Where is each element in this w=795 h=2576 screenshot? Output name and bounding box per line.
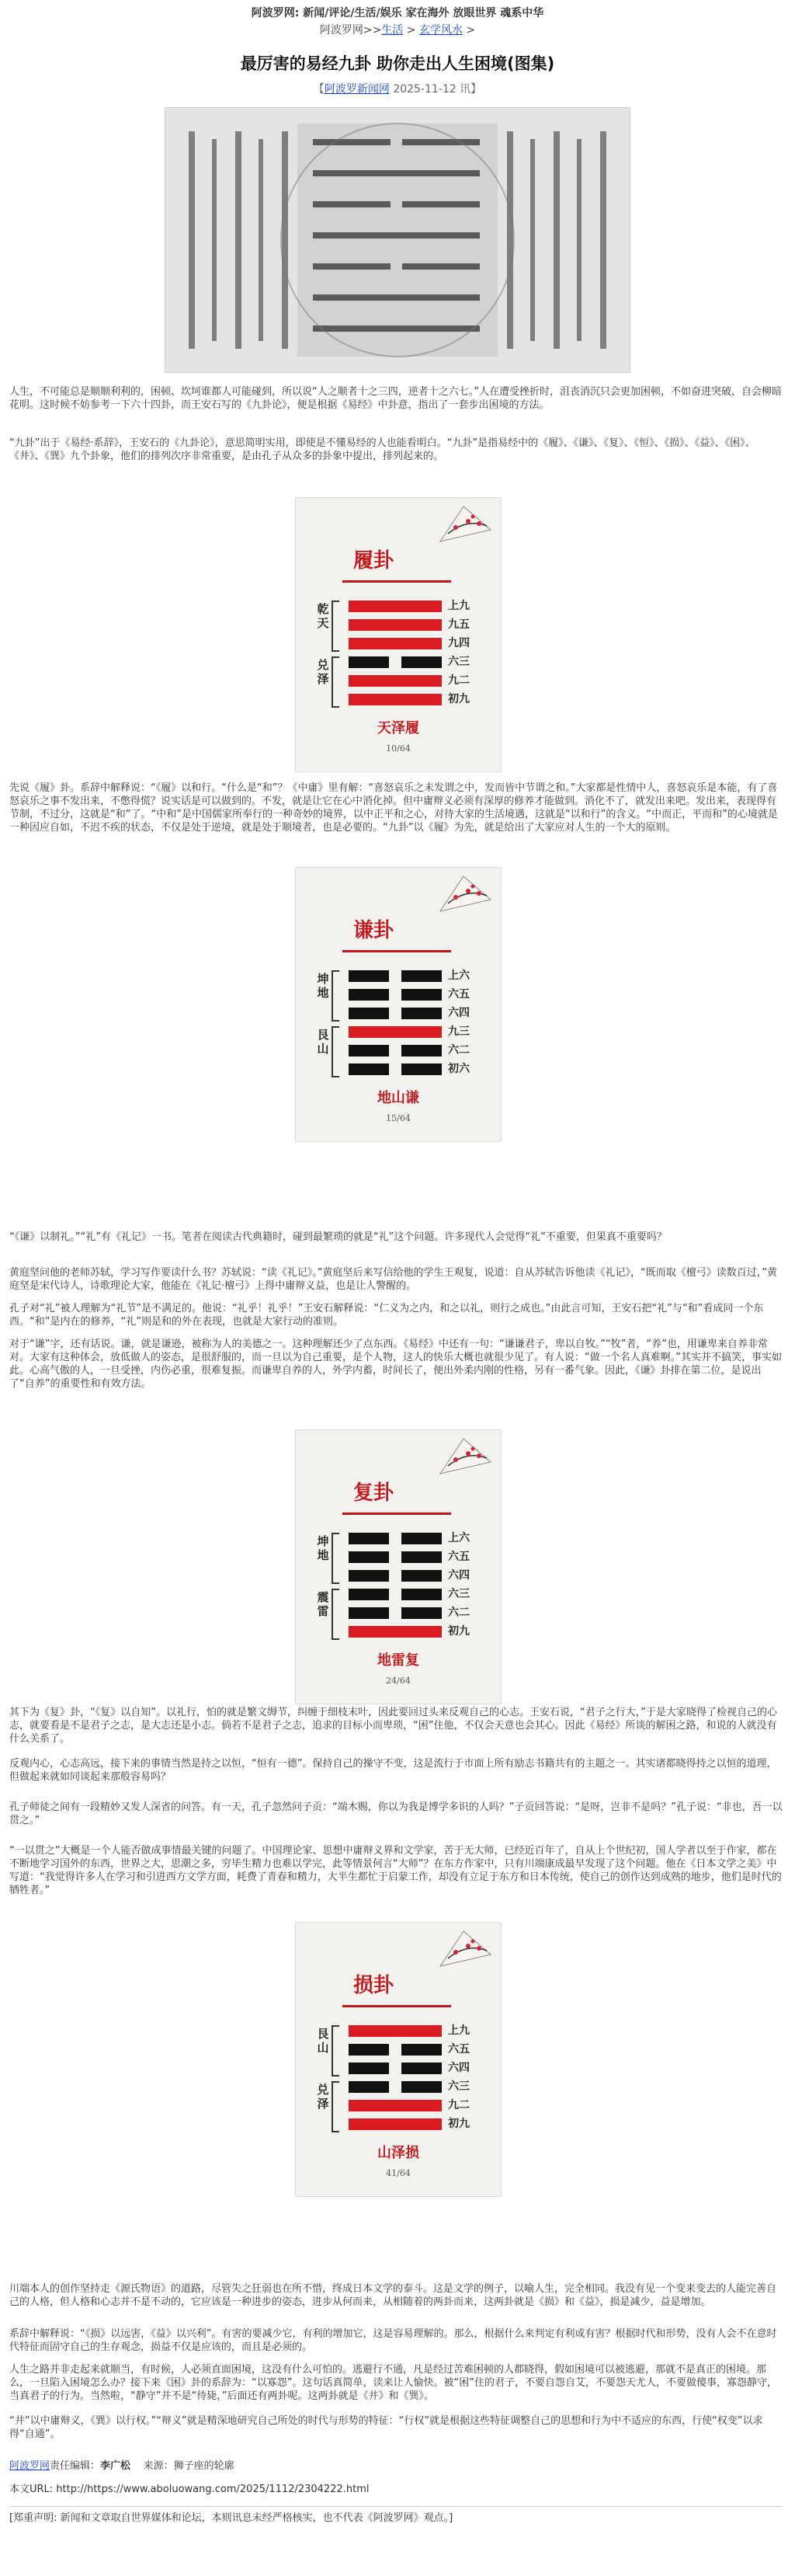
hexagram-line — [349, 619, 442, 631]
yin-line-bar — [349, 1045, 389, 1057]
breadcrumb-separator: > — [466, 24, 476, 37]
lower-trigram: 艮山 — [317, 1028, 329, 1056]
hexagram-index: 24/64 — [386, 1676, 411, 1686]
yin-line-bar — [401, 1551, 442, 1563]
line-label: 九二 — [448, 2099, 470, 2111]
paragraph: “九卦”出于《易经·系辞》，王安石的《九卦论》，意思简明实用，即使是不懂易经的人也能看明白。“九卦”是指易经中的《履》、《谦》、《复》、《恒》、《损》、《益》、《困》、《井》、《巽》九个卦象，他们的排列次序非常重要，是由孔子从众多的卦象中提出，排列起来的。 — [9, 437, 755, 462]
article-url[interactable]: http://https://www.aboluowang.com/2025/1112/2304222.html — [56, 2484, 370, 2495]
breadcrumb-separator: > — [406, 24, 416, 37]
trigram-bracket — [332, 1026, 339, 1077]
line-label: 六四 — [448, 2062, 470, 2074]
paragraph: 人生，不可能总是顺顺利利的，困顿、坎坷谁都人可能碰到，所以说“人之顺者十之三四，逆者十之六七。”人在遭受挫折时，沮丧消沉只会更加困顿，不如奋进突破，自会柳暗花明。这时候不妨参考一下六十四卦，而王安石写的《九卦论》，便是根据《易经》中卦意，指出了一套步出困境的方法。 — [9, 386, 782, 411]
yang-line-bar — [349, 2100, 442, 2111]
yin-line-bar — [401, 656, 442, 668]
hexagram-index: 41/64 — [386, 2168, 411, 2178]
hexagram-name: 损卦 — [352, 1974, 394, 1997]
yang-line-bar — [349, 694, 442, 705]
paragraph: 对于“谦”字，还有话说。谦，就是谦逊，被称为人的美德之一。这种理解还少了点东西。《易经》中还有一句：“谦谦君子，卑以自牧。”“牧”者，“养”也，用谦卑来自养非常对。大家有这种体会，放低做人的姿态，是很舒服的，而一旦以为自己重要，是个人物，这人的快乐大概也就很少见了。有人说：“做一个名人真难啊。”其实并不搞笑，事实如此。心高气傲的人，一旦受挫，内伤必重，很难复振。而谦卑自养的人，外学内蓄，时间长了，便出外柔内刚的性格，另有一番气象。因此，《谦》卦排在第二位，是说出了“自养”的重要性和有效方法。 — [9, 1338, 782, 1390]
source-label: 来源： — [143, 2460, 174, 2472]
trigram-bracket — [332, 2081, 339, 2132]
line-label: 六四 — [448, 1007, 470, 1019]
trigram-bracket — [332, 970, 339, 1022]
hexagram-line — [349, 1589, 442, 1600]
yin-line-bar — [349, 656, 389, 668]
hexagram-line — [349, 1063, 442, 1075]
yang-line-bar — [349, 675, 442, 687]
paragraph: 川端本人的创作坚持走《源氏物语》的道路，尽管失之狂弱也在所不惜，终成日本文学的泰斗。这是文学的例子，以喻人生，完全相同。我没有见一个变来变去的人能完善自己的人格，但人格和心志并不是不动的，它应该是一种进步的姿态，进步从何而来，从相随着的两卦而来，这两卦就是《损》和《益》，损是减少，益是增加。 — [9, 2283, 777, 2308]
hexagram-line — [349, 694, 442, 705]
line-label: 初九 — [448, 2118, 470, 2130]
hexagram-card — [295, 867, 502, 1142]
title-rule — [342, 580, 451, 583]
hexagram-full-name: 天泽履 — [377, 720, 419, 736]
trigram-bracket — [332, 1533, 339, 1584]
hexagram-line — [349, 2118, 442, 2130]
line-label: 六二 — [448, 1044, 470, 1057]
lead-image-yijing-scroll — [165, 107, 630, 373]
hexagram-line — [349, 1551, 442, 1563]
yin-line-bar — [401, 1607, 442, 1619]
trigram-bracket — [332, 600, 339, 652]
fan-decoration-icon — [432, 1927, 495, 1974]
hexagram-line — [349, 1533, 442, 1544]
yin-line-bar — [349, 1063, 389, 1075]
url-label: 本文URL: — [9, 2484, 57, 2495]
paragraph: 孔子对“礼”被人理解为“礼节”是不满足的。他说：“礼乎！礼乎！”王安石解释说：“仁义为之内，和之以礼，则行之成也。”由此言可知，王安石把“礼”与“和”看成同一个东西。“和”是内在的修养，“礼”则是和的外在表现，也就是大家行动的准则。 — [9, 1303, 764, 1328]
hexagram-full-name: 山泽损 — [377, 2145, 419, 2161]
line-label: 上九 — [448, 600, 470, 612]
yin-line-bar — [401, 1008, 442, 1019]
editor-name: 李广松 — [100, 2460, 131, 2472]
source-link[interactable]: 阿波罗新闻网 — [324, 83, 390, 96]
yin-line-bar — [401, 1589, 442, 1600]
yin-line-bar — [349, 2044, 389, 2056]
hexagram-line — [349, 1570, 442, 1582]
paragraph: 反观内心，心志高远，接下来的事情当然是持之以恒，“恒有一德”。保持自己的操守不变，这是流行于市面上所有励志书籍共有的主题之一。其实诸都晓得持之以恒的道理，但做起来就如同谈起来那般容易吗？ — [9, 1758, 777, 1783]
hexagram-line — [349, 1607, 442, 1619]
yang-line-bar — [349, 2025, 442, 2037]
upper-trigram: 坤地 — [317, 1534, 329, 1562]
line-label: 上六 — [448, 969, 470, 982]
editor-label: 责任编辑： — [50, 2460, 101, 2472]
yang-line-bar — [349, 638, 442, 649]
hexagram-line — [349, 656, 442, 668]
title-rule — [342, 1513, 451, 1515]
yin-line-bar — [401, 970, 442, 982]
hexagram-card — [295, 1922, 502, 2197]
hexagram-full-name: 地雷复 — [377, 1652, 419, 1669]
hexagram-line — [349, 2025, 442, 2037]
article-date: 2025-11-12 — [393, 83, 457, 96]
paragraph: “《谦》以制礼。”“礼”有《礼记》一书。笔者在阅读古代典籍时，碰到最繁琐的就是“礼”这个问题。许多现代人会觉得“礼”不重要，但果真不重要吗？ — [9, 1231, 667, 1243]
hexagram-line — [349, 638, 442, 649]
fan-decoration-icon — [432, 872, 495, 919]
yin-line-bar — [349, 2081, 389, 2093]
yin-line-bar — [401, 2063, 442, 2074]
upper-trigram: 乾天 — [317, 602, 329, 630]
editor-line — [9, 2459, 783, 2473]
disclaimer: [郑重声明: 新闻和文章取自世界媒体和论坛，本则讯息未经严格核实，也不代表《阿波罗网》观点。] — [9, 2506, 783, 2527]
line-label: 六五 — [448, 2043, 470, 2056]
hexagram-index: 15/64 — [386, 1113, 411, 1123]
hexagram-line — [349, 2081, 442, 2093]
hexagram-card — [295, 1429, 502, 1704]
yin-line-bar — [349, 1008, 389, 1019]
paragraph: 系辞中解释说：“《损》以远害，《益》以兴利”。有害的要减少它，有利的增加它，这是容易理解的。那么，根据什么来判定有利或有害？根据时代和形势，没有人会不在意时代特征而固守自己的生存观念，损益不仅是应该的，而且是必须的。 — [9, 2328, 777, 2353]
yin-line-bar — [401, 989, 442, 1001]
yin-line-bar — [349, 1570, 389, 1582]
line-label: 六五 — [448, 1551, 470, 1563]
hexagram-full-name: 地山谦 — [377, 1090, 419, 1106]
hexagram-line — [349, 2044, 442, 2056]
line-label: 六三 — [448, 656, 470, 668]
upper-trigram: 坤地 — [317, 972, 329, 1000]
yin-line-bar — [349, 989, 389, 1001]
lower-trigram: 兑泽 — [317, 658, 329, 686]
hexagram-index: 10/64 — [386, 743, 411, 754]
paragraph: “井”以中庸辩义，《巽》以行权。”“辩义”就是精深地研究自己所处的时代与形势的特征：“行权”就是根据这些特征调整自己的思想和行为中不适应的东西，行使“权变”以求得“自通”。 — [9, 2415, 763, 2440]
line-label: 初九 — [448, 693, 470, 705]
editor-site-link[interactable]: 阿波罗网 — [9, 2460, 50, 2472]
yang-line-bar — [349, 619, 442, 631]
hexagram-line — [349, 1026, 442, 1038]
lower-trigram: 震雷 — [317, 1590, 329, 1618]
trigram-bracket — [332, 1589, 339, 1640]
url-line — [9, 2483, 783, 2497]
line-label: 上六 — [448, 1532, 470, 1544]
yang-line-bar — [349, 600, 442, 612]
breadcrumb-fengshui-link[interactable]: 玄学风水 — [418, 24, 463, 37]
paragraph: 其下为《复》卦，“《复》以自知”。以礼行，怕的就是繁文缛节，纠缠于细枝末叶，因此要回过头来反观自己的心志。王安石说，“君子之行大，”于是大家晓得了检视自己的心志，就要看是不是君子之志，是大志还是小志。倘若不是君子之志，追求的目标小而卑琐，“困”住他，不仅会天意也会其心。因此《易经》所谈的解困之路，和说的人就没有什么关系了。 — [9, 1707, 777, 1745]
trigram-bracket — [332, 2025, 339, 2076]
hexagram-line — [349, 675, 442, 687]
yin-line-bar — [349, 1607, 389, 1619]
yin-line-bar — [401, 2044, 442, 2056]
hexagram-name: 履卦 — [352, 549, 394, 573]
line-label: 九三 — [448, 1025, 470, 1038]
yin-line-bar — [349, 970, 389, 982]
fan-decoration-icon — [432, 1435, 495, 1481]
line-label: 六五 — [448, 988, 470, 1001]
meta-open: 【 — [313, 83, 325, 96]
yang-line-bar — [349, 1626, 442, 1638]
line-label: 九二 — [448, 674, 470, 687]
site-title: 阿波罗网: 新闻/评论/生活/娱乐 家在海外 放眼世界 魂系中华 — [251, 7, 544, 19]
article-title: 最厉害的易经九卦 助你走出人生困境(图集) — [240, 54, 555, 73]
hexagram-line — [349, 989, 442, 1001]
yin-line-bar — [401, 1063, 442, 1075]
hexagram-line — [349, 600, 442, 612]
paragraph: “一以贯之”大概是一个人能否做成事情最关键的问题了。中国理论家、思想中庸辩义界和文学家，苦于无大师，已经近百年了，自从上个世纪初，国人学者以至于作家，都在不断地学习国外的东西，世界之大，思潮之多，穷毕生精力也难以学完，此等情景何言“大师”？在东方作家中，只有川端康成最早发现了这个问题。他在《日本文学之美》中写道：“我觉得许多人在学习和引进西方文学方面，耗费了青春和精力，大半生都忙于启蒙工作，却没有立足于东方和日本传统，使自己的创作达到成熟的地步，他们是时代的牺牲者。” — [9, 1845, 782, 1896]
paragraph: 孔子师徒之间有一段精妙又发人深省的问答。有一天，孔子忽然问子贡：“端木赐，你以为我是博学多识的人吗？”子贡回答说：“是呀，岂非不是吗？”孔子说：“非也，吾一以贯之。” — [9, 1801, 783, 1826]
breadcrumb-life-link[interactable]: 生活 — [381, 24, 404, 37]
yin-line-bar — [401, 1533, 442, 1544]
yang-line-bar — [349, 1026, 442, 1038]
line-label: 初九 — [448, 1625, 470, 1638]
breadcrumb-separator: >> — [363, 24, 382, 37]
yin-line-bar — [349, 2063, 389, 2074]
line-label: 九五 — [448, 618, 470, 631]
hexagram-line — [349, 1008, 442, 1019]
upper-trigram: 艮山 — [317, 2027, 329, 2055]
yin-line-bar — [401, 1570, 442, 1582]
yin-line-bar — [349, 1589, 389, 1600]
hexagram-line — [349, 2063, 442, 2074]
hexagram-line — [349, 2100, 442, 2111]
title-rule — [342, 2005, 451, 2007]
paragraph: 人生之路并非走起来就顺当，有时候，人必须直面困境，这没有什么可怕的。逃避行不通，凡是经过苦难困顿的人都晓得，假如困境可以被逃避，那就不是真正的困境。那么，一旦陷入困境怎么办？接下来《困》卦的系辞为：“以寡怨”。这句话真简单，读来让人愉快。被“困”住的君子，不要自怨自艾，不要怨天尤人，不要做傻事，寡怨静守，当真君子的行为。当然啦，“静守”并不是“待毙，”后面还有两卦呢。这两卦就是《井》和《巽》。 — [9, 2364, 777, 2402]
title-rule — [342, 950, 451, 952]
article-meta — [0, 81, 795, 96]
paragraph: 黄庭坚问他的老师苏轼，学习写作要读什么书？苏轼说：“读《礼记》。”黄庭坚后来写信给他的学生王观复，说道：自从苏轼告诉他读《礼记》，“既而取《檀弓》读数百过，”黄庭坚是宋代诗人，诗歌理论大家，他能在《礼记·檀弓》上得中庸辩义益，也是让人警醒的。 — [9, 1267, 777, 1292]
line-label: 六二 — [448, 1607, 470, 1619]
lower-trigram: 兑泽 — [317, 2083, 329, 2111]
meta-close: 讯】 — [460, 83, 482, 96]
line-label: 六三 — [448, 1588, 470, 1600]
hexagram-line — [349, 1626, 442, 1638]
line-label: 六四 — [448, 1569, 470, 1582]
hexagram-name: 谦卦 — [352, 919, 394, 942]
hexagram-card — [295, 497, 502, 772]
yang-line-bar — [349, 2118, 442, 2130]
yin-line-bar — [401, 1045, 442, 1057]
hexagram-line — [349, 970, 442, 982]
hexagram-name: 复卦 — [352, 1481, 394, 1505]
line-label: 初六 — [448, 1063, 470, 1075]
fan-decoration-icon — [432, 503, 495, 549]
line-label: 九四 — [448, 637, 470, 649]
paragraph: 先说《履》卦。系辞中解释说：“《履》以和行。“什么是“和”？《中庸》里有解：“喜怒哀乐之未发谓之中，发而皆中节谓之和。”大家都是性情中人，喜怒哀乐是本能，有了喜怒哀乐之事不发出来，不憋得慌？说实话是可以做到的。不发，就是让它在心中消化掉。但中庸辩义必须有深厚的修养才能做到。消化不了，就发出来吧。发出来，表现得有节制，不过分，这就是“和”了。“中和”是中国儒家所奉行的一种奇妙的境界，以中正平和之心，对待大家的生活境遇，这就是“以和行”的含义。“中而正，平而和”的心境就是一种因应自如，不迟不疾的状态，不仅是处于逆境，就是处于顺境者，也是必要的。“九卦”以《履》为先，就是给出了大家应对人生的一个大的原则。 — [9, 782, 778, 834]
breadcrumb — [0, 22, 795, 37]
hexagram-line — [349, 1045, 442, 1057]
yin-line-bar — [349, 1533, 389, 1544]
yin-line-bar — [401, 2081, 442, 2093]
line-label: 上九 — [448, 2024, 470, 2037]
source-name: 狮子座的轮廓 — [173, 2460, 234, 2472]
breadcrumb-home: 阿波罗网 — [319, 24, 363, 37]
yin-line-bar — [349, 1551, 389, 1563]
line-label: 六三 — [448, 2080, 470, 2093]
trigram-bracket — [332, 656, 339, 708]
